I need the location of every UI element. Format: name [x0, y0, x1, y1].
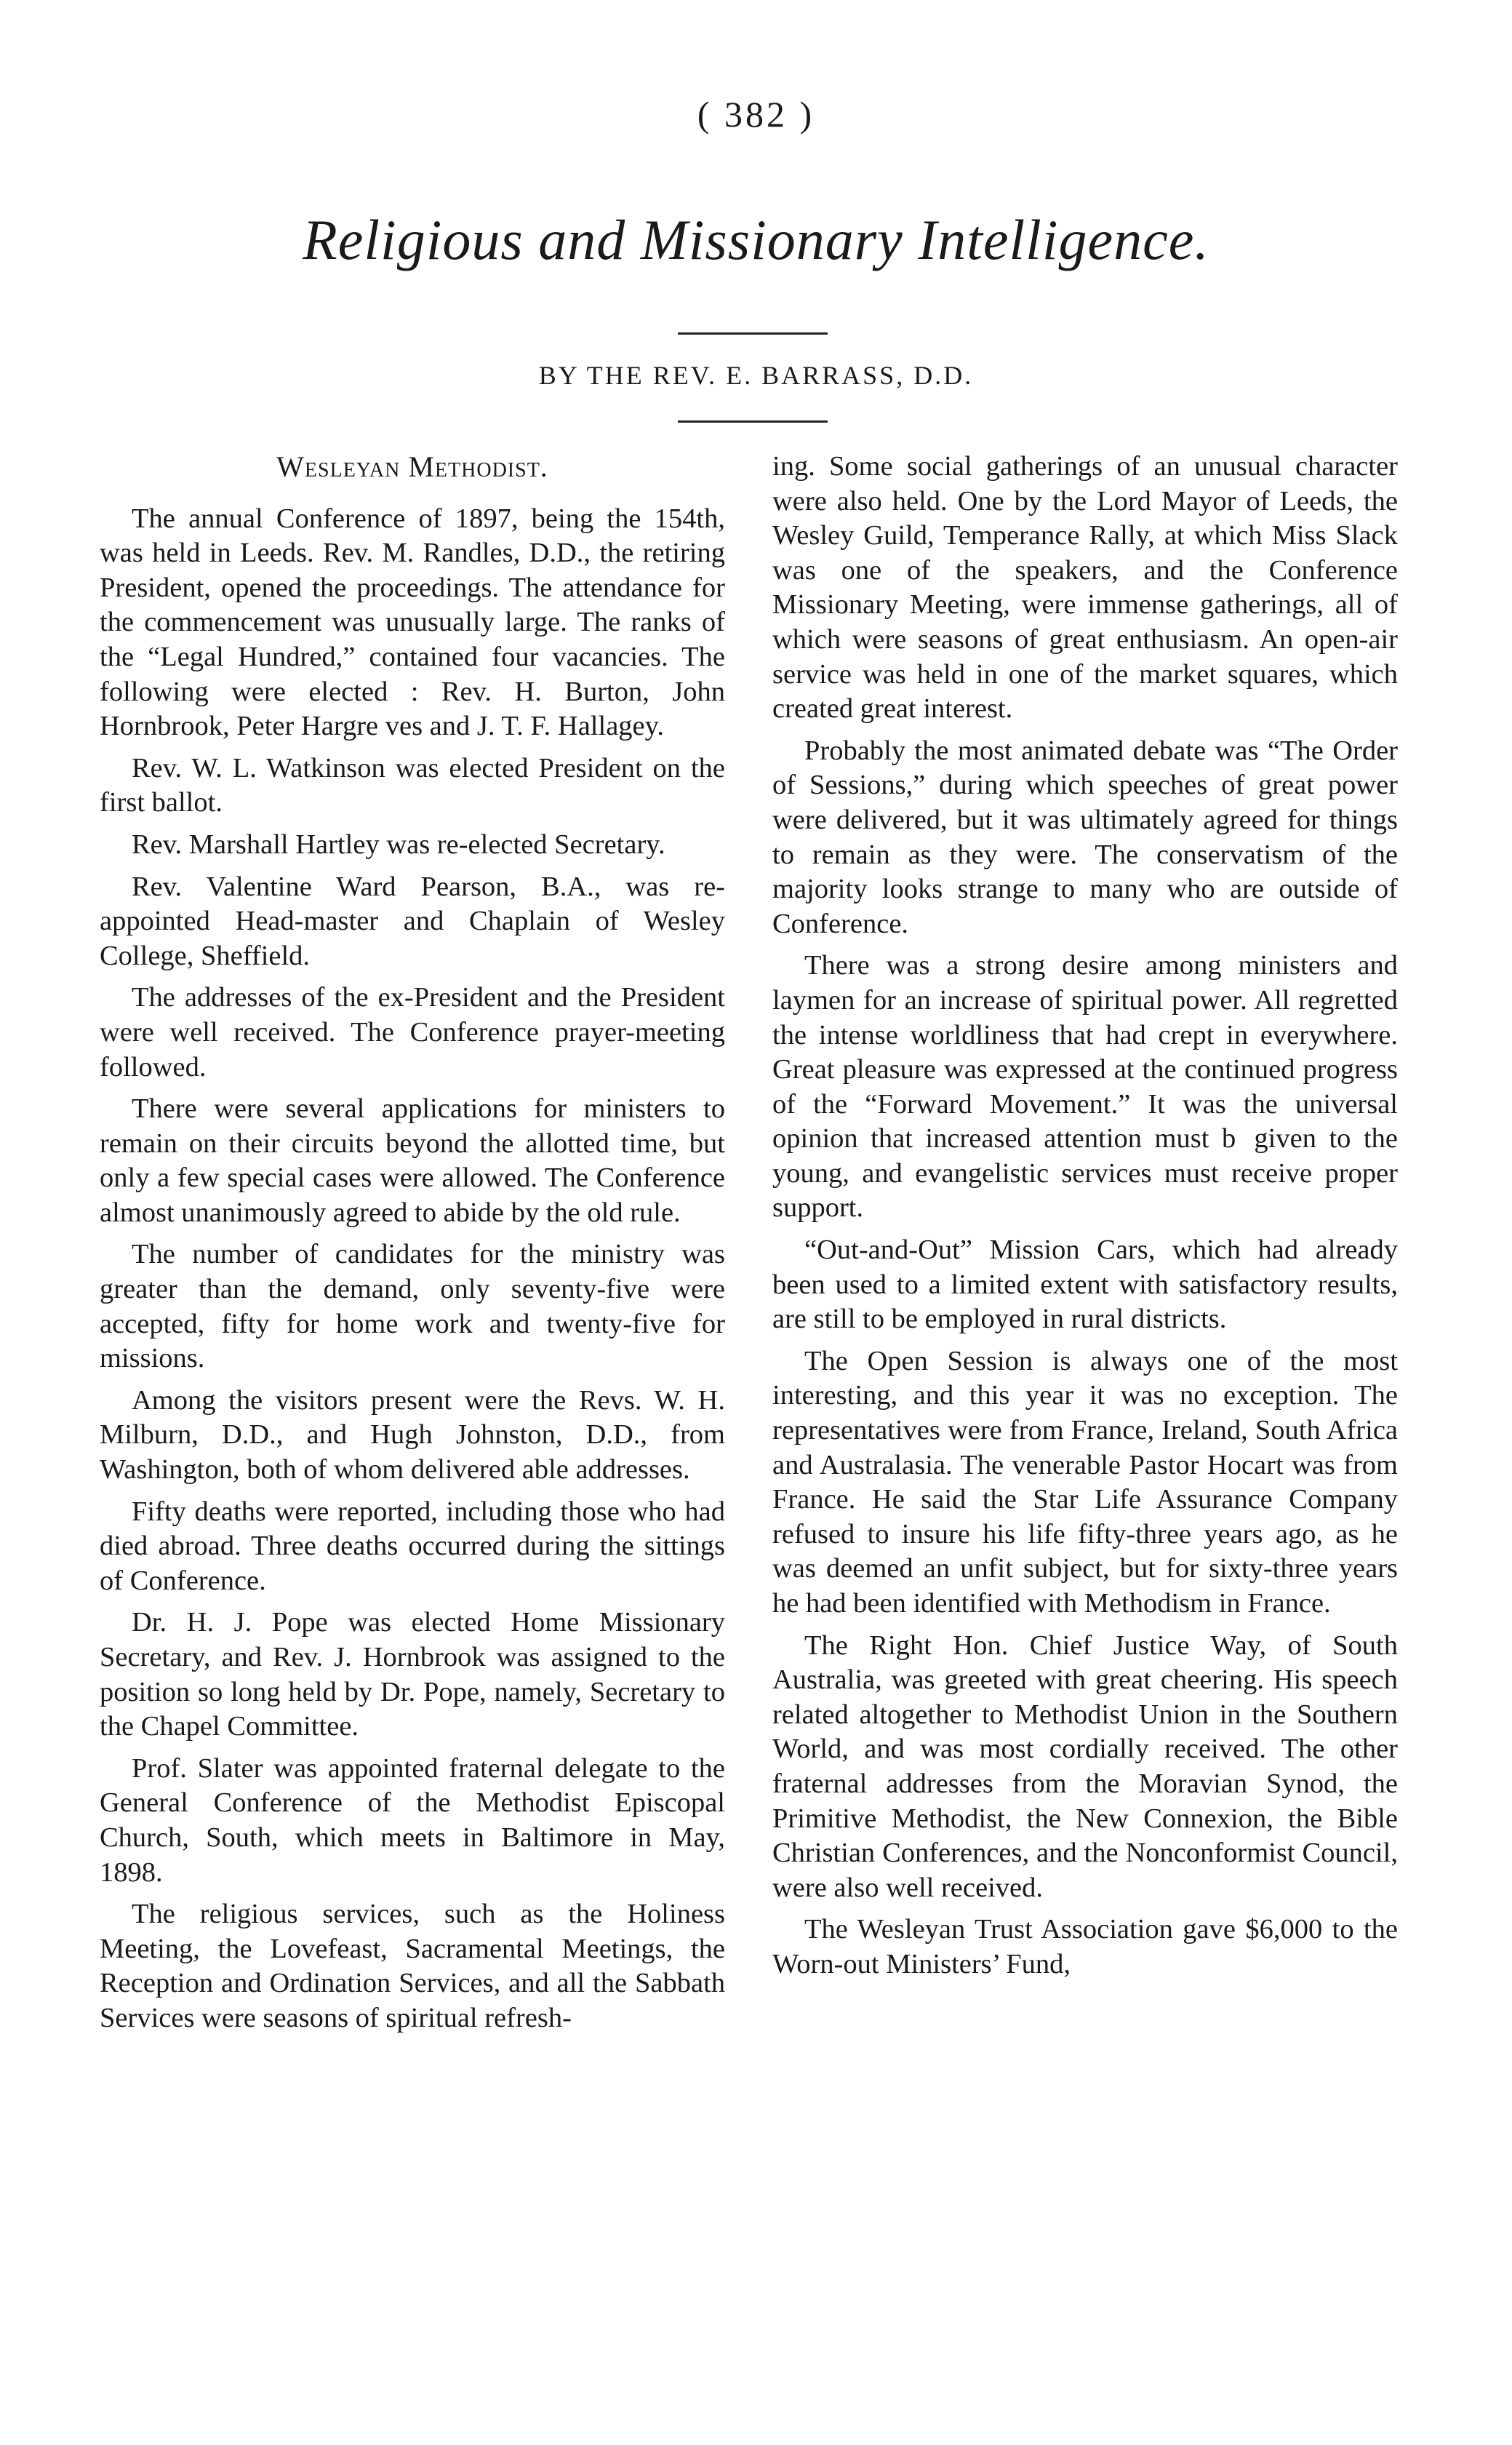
paragraph: Among the visitors present were the Revs. W. H. Milburn, D.D., and Hugh Johnston, D.D., from Washington, both of whom delivered able addresses. [100, 1384, 725, 1485]
paragraph: There were several applications for ministers to remain on their circuits beyond the allotted time, but only a few special cases were allowed. The Conference almost unanimously agreed to abide by the old rule. [100, 1093, 725, 1228]
paragraph: The religious services, such as the Holiness Meeting, the Lovefeast, Sacramental Meetings, the Reception and Ordination Services, and all the Sabbath Services were seasons of spiritual refresh- [100, 1899, 725, 2033]
paragraph: The Right Hon. Chief Justice Way, of South Australia, was greeted with great cheering. His speech related altogether to Methodist Union in the Southern World, and was most cordially received. The other fraternal addresses from the Moravian Synod, the Primitive Methodist, the New Connexion, the Bible Christian Conferences, and the Nonconformist Council, were also well received. [772, 1630, 1398, 1903]
paragraph: The Wesleyan Trust Association gave $6,000 to the Worn-out Ministers’ Fund, [772, 1914, 1398, 1979]
paragraph: Prof. Slater was appointed fraternal delegate to the General Conference of the Methodist Episcopal Church, South, which meets in Baltimore in May, 1898. [100, 1752, 725, 1888]
paragraph: Fifty deaths were reported, including those who had died abroad. Three deaths occurred during the sittings of Conference. [100, 1496, 725, 1596]
right-column [772, 450, 1398, 1990]
paragraph: “Out-and-Out” Mission Cars, which had already been used to a limited extent with satisfactory results, are still to be employed in rural districts. [772, 1235, 1398, 1335]
section-heading: Wesleyan Methodist. [276, 450, 548, 483]
byline: BY THE REV. E. BARRASS, D.D. [538, 361, 974, 390]
paragraph: Rev. W. L. Watkinson was elected President on the first ballot. [100, 752, 725, 818]
paragraph: The addresses of the ex-President and the President were well received. The Conference prayer-meeting followed. [100, 982, 725, 1082]
page-number: ( 382 ) [697, 94, 815, 135]
title-divider [678, 332, 828, 335]
paragraph: There was a strong desire among ministers and laymen for an increase of spiritual power. All regretted the intense worldliness that had crept in everywhere. Great pleasure was expressed at the continued progress of the “Forward Movement.” It was the universal opinion that increased attention must b given to the young, and evangelistic services must receive proper support. [772, 950, 1398, 1224]
paragraph: The number of candidates for the ministry was greater than the demand, only seventy-five were accepted, fifty for home work and twenty-five for missions. [100, 1239, 725, 1374]
paragraph: Rev. Marshall Hartley was re-elected Secretary. [132, 829, 665, 860]
paragraph: The annual Conference of 1897, being the 154th, was held in Leeds. Rev. M. Randles, D.D., the retiring President, opened the proceedings. The attendance for the commencement was unusually large. The ranks of the “Legal Hundred,” contained four vacancies. The following were elected : Rev. H. Burton, John Hornbrook, Peter Hargre ves and J. T. F. Hallagey. [100, 503, 725, 742]
paragraph: The Open Session is always one of the most interesting, and this year it was no exception. The representatives were from France, Ireland, South Africa and Australasia. The venerable Pastor Hocart was from France. He said the Star Life Assurance Company refused to insure his life fifty-three years ago, as he was deemed an unfit subject, but for sixty-three years he had been identified with Methodism in France. [772, 1345, 1398, 1619]
paragraph-continuation: ing. Some social gatherings of an unusual character were also held. One by the Lord Mayor of Leeds, the Wesley Guild, Temperance Rally, at which Miss Slack was one of the speakers, and the Conference Missionary Meeting, were immense gatherings, all of which were seasons of great enthusiasm. An open-air service was held in one of the market squares, which created great interest. [772, 451, 1398, 725]
paragraph: Probably the most animated debate was “The Order of Sessions,” during which speeches of great power were delivered, but it was ultimately agreed for things to remain as they were. The conservatism of the majority looks strange to many who are outside of Conference. [772, 735, 1398, 939]
byline-divider [678, 420, 828, 423]
left-column [100, 450, 725, 2043]
paragraph: Dr. H. J. Pope was elected Home Missionary Secretary, and Rev. J. Hornbrook was assigned to the position so long held by Dr. Pope, namely, Secretary to the Chapel Committee. [100, 1607, 725, 1742]
article-title: Religious and Missionary Intelligence. [303, 208, 1209, 271]
paragraph: Rev. Valentine Ward Pearson, B.A., was re-appointed Head-master and Chaplain of Wesley College, Sheffield. [100, 871, 725, 971]
